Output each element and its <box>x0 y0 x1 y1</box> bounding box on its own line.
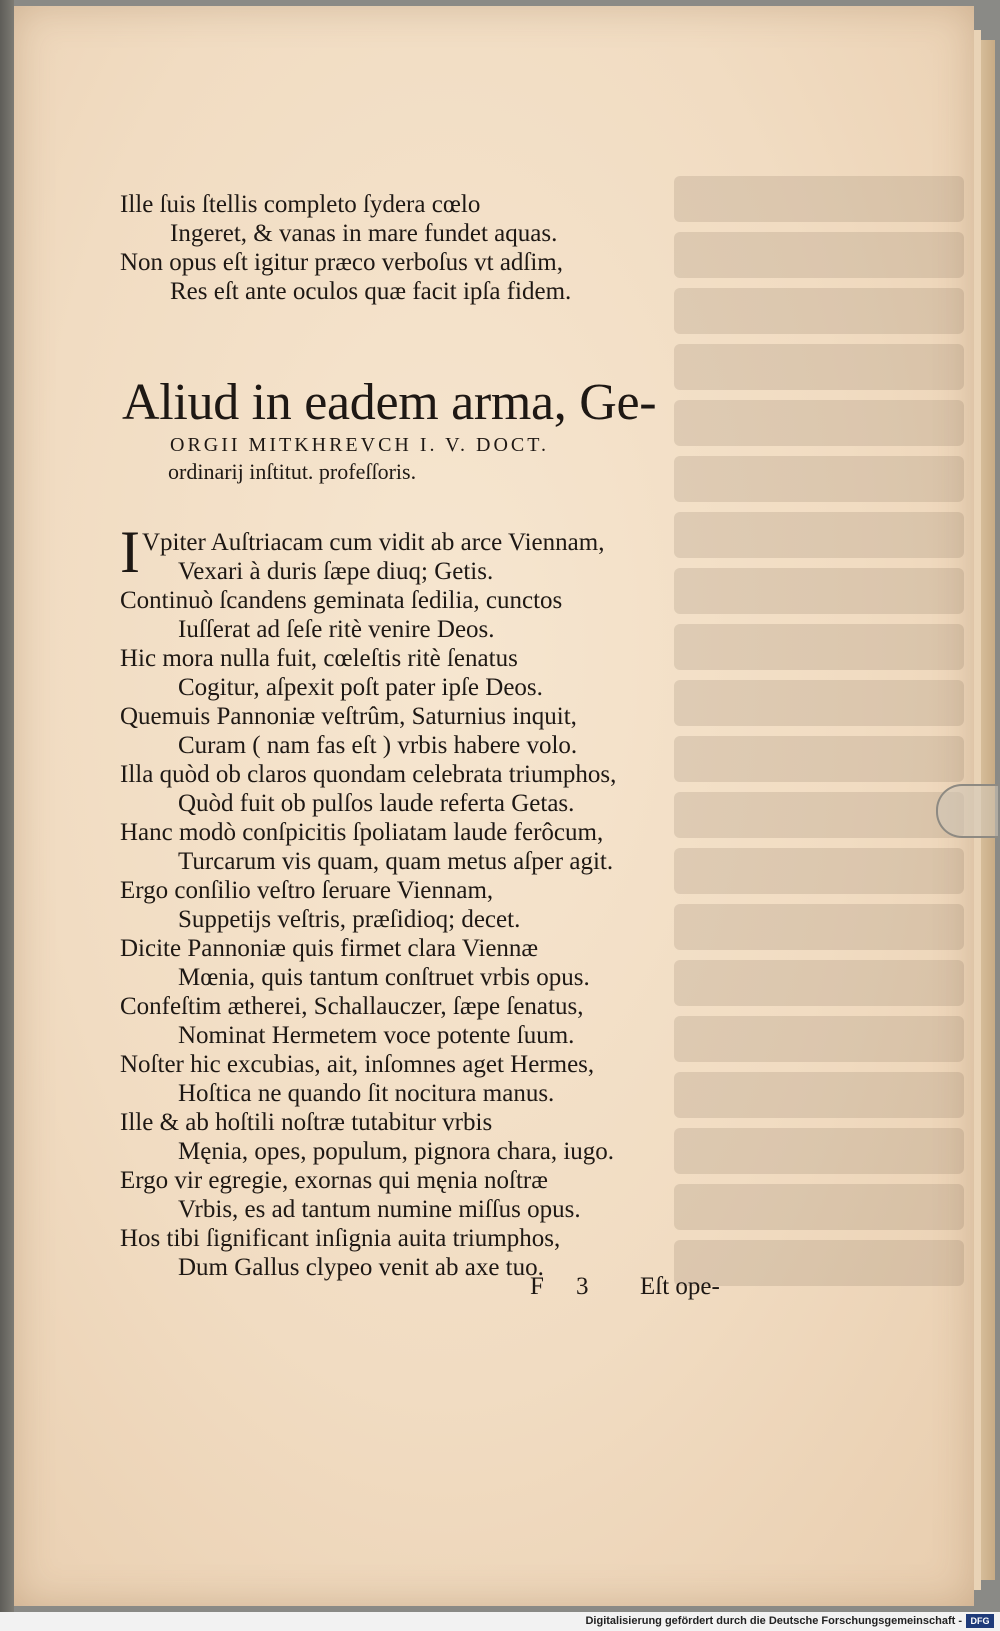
verse-line: Continuò ſcandens geminata ſedilia, cunctos <box>120 587 563 614</box>
verse-line: Ille ſuis ſtellis completo ſydera cœlo <box>120 191 481 218</box>
drop-capital: I <box>120 519 140 585</box>
verse-line: Ergo conſilio veſtro ſeruare Viennam, <box>120 877 494 904</box>
dfg-footer-bar <box>0 1612 1000 1631</box>
top-poem <box>120 190 720 306</box>
verse-line: Dicite Pannoniæ quis firmet clara Viennæ <box>120 935 539 962</box>
verse-line: Ergo vir egregie, exornas qui męnia noſtræ <box>120 1167 548 1194</box>
verse-line: Illa quòd ob claros quondam celebrata triumphos, <box>120 761 617 788</box>
verse-line: Suppetijs veſtris, præſidioq; decet. <box>178 906 521 933</box>
poem-author-title: ordinarij inſtitut. profeſſoris. <box>168 459 417 484</box>
verse-line: Quòd fuit ob pulſos laude referta Getas. <box>178 790 575 817</box>
verse-line: Confeſtim ætherei, Schallauczer, ſæpe ſenatus, <box>120 993 584 1020</box>
page-clip <box>936 784 998 838</box>
verse-line: Vrbis, es ad tantum numine miſſus opus. <box>178 1196 581 1223</box>
verse-line: Hanc modò conſpicitis ſpoliatam laude ferôcum, <box>120 819 604 846</box>
dfg-notice: Digitalisierung gefördert durch die Deutsche Forschungsgemeinschaft - <box>585 1615 962 1627</box>
verse-line: Vexari à duris ſæpe diuq; Getis. <box>178 558 494 585</box>
verse-line: Turcarum vis quam, quam metus aſper agit. <box>178 848 614 875</box>
verse-line: Męnia, opes, populum, pignora chara, iugo. <box>178 1138 615 1165</box>
poem-title: Aliud in eadem arma, Ge- <box>122 374 657 431</box>
verse-line: Mœnia, quis tantum conſtruet vrbis opus. <box>178 964 590 991</box>
verse-line: Hoſtica ne quando ſit nocitura manus. <box>178 1080 555 1107</box>
poem-heading <box>120 374 720 486</box>
verse-line: Dum Gallus clypeo venit ab axe tuo. <box>178 1254 544 1281</box>
verse-line: Quemuis Pannoniæ veſtrûm, Saturnius inquit, <box>120 703 577 730</box>
verse-line: Cogitur, aſpexit poſt pater ipſe Deos. <box>178 674 543 701</box>
poem-author: ORGII MITKHREVCH I. V. DOCT. <box>170 434 549 456</box>
verse-line: Res eſt ante oculos quæ facit ipſa fidem. <box>170 278 572 305</box>
signature-mark: F <box>530 1273 544 1300</box>
verse-line: Iuſſerat ad ſeſe ritè venire Deos. <box>178 616 495 643</box>
verse-line: Hos tibi ſignificant inſignia auita triumphos, <box>120 1225 561 1252</box>
signature-number: 3 <box>576 1273 589 1300</box>
verse-line: Ingeret, & vanas in mare fundet aquas. <box>170 220 558 247</box>
page-text <box>120 190 720 1282</box>
verse-line: Curam ( nam fas eſt ) vrbis habere volo. <box>178 732 578 759</box>
poem-body <box>120 519 720 1282</box>
verse-text: Vpiter Auſtriacam cum vidit ab arce Viennam, <box>141 529 605 556</box>
verse-line: Ille & ab hoſtili noſtræ tutabitur vrbis <box>120 1109 493 1136</box>
dfg-logo: DFG <box>966 1614 994 1628</box>
catchword: Eſt ope- <box>640 1273 720 1300</box>
verse-line: Hic mora nulla fuit, cœleſtis ritè ſenatus <box>120 645 518 672</box>
verse-line: Non opus eſt igitur præco verboſus vt adſim, <box>120 249 564 276</box>
verse-line: Noſter hic excubias, ait, inſomnes aget Hermes, <box>120 1051 595 1078</box>
verse-line: Nominat Hermetem voce potente ſuum. <box>178 1022 575 1049</box>
scan-background-left <box>0 0 14 1612</box>
